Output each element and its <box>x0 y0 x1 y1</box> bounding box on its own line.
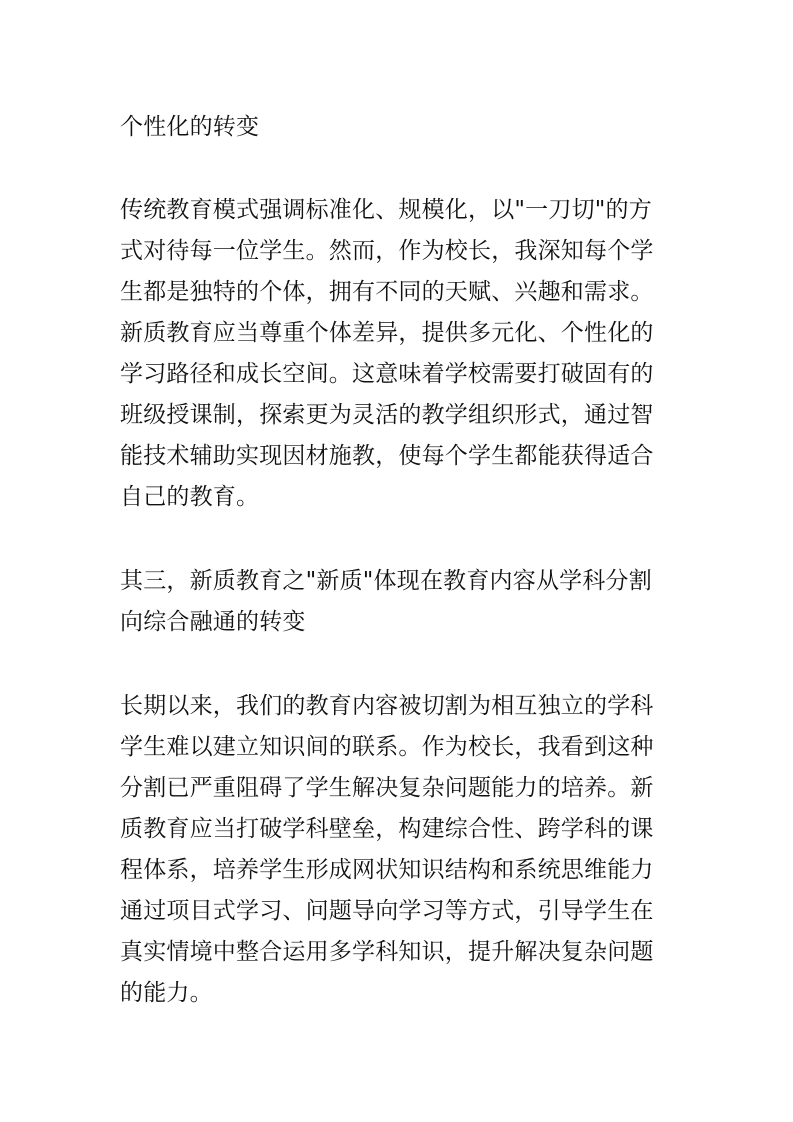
paragraph-line: 班级授课制，探索更为灵活的教学组织形式，通过智 <box>120 402 654 428</box>
paragraph-line: 式对待每一位学生。然而，作为校长，我深知每个学 <box>120 238 654 264</box>
paragraph-line: 真实情境中整合运用多学科知识，提升解决复杂问题 <box>120 939 654 965</box>
section-heading-continuation: 个性化的转变 <box>120 114 260 140</box>
paragraph-line: 传统教育模式强调标准化、规模化，以"一刀切"的方 <box>120 197 652 223</box>
paragraph-line: 长期以来，我们的教育内容被切割为相互独立的学科 <box>120 693 654 719</box>
section-heading: 其三，新质教育之"新质"体现在教育内容从学科分割 <box>120 568 652 594</box>
paragraph-line: 自己的教育。 <box>120 484 260 510</box>
paragraph-line: 学生难以建立知识间的联系。作为校长，我看到这种 <box>120 734 654 760</box>
paragraph-line: 学习路径和成长空间。这意味着学校需要打破固有的 <box>120 361 654 387</box>
paragraph-line: 生都是独特的个体，拥有不同的天赋、兴趣和需求。 <box>120 279 654 305</box>
paragraph-line: 质教育应当打破学科壁垒，构建综合性、跨学科的课 <box>120 816 654 842</box>
paragraph-line: 的能力。 <box>120 980 213 1006</box>
paragraph-line: 能技术辅助实现因材施教，使每个学生都能获得适合 <box>120 443 654 469</box>
paragraph-line: 新质教育应当尊重个体差异，提供多元化、个性化的 <box>120 320 654 346</box>
paragraph-line: 程体系，培养学生形成网状知识结构和系统思维能力 <box>120 857 654 883</box>
paragraph-line: 分割已严重阻碍了学生解决复杂问题能力的培养。新 <box>120 775 654 801</box>
section-heading: 向综合融通的转变 <box>120 609 306 635</box>
paragraph-line: 通过项目式学习、问题导向学习等方式，引导学生在 <box>120 898 654 924</box>
